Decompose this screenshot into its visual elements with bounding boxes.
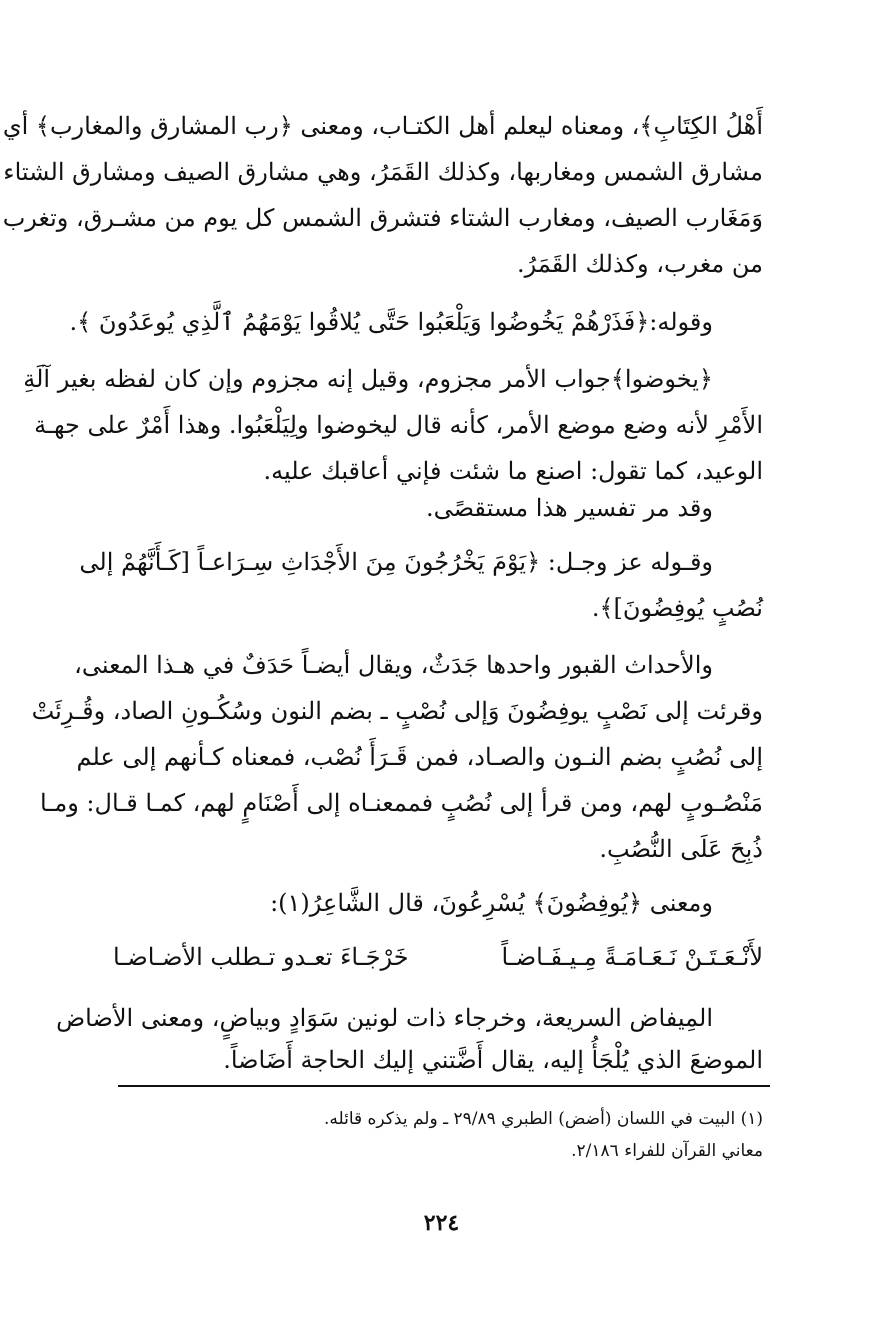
footnote-2: معاني القرآن للفراء ٢/١٨٦. bbox=[571, 1141, 763, 1161]
body-line-14: إلى نُصُبٍ بضم النـون والصـاد، فمن قَـرَأَ نُصْب، فمعناه كـأنهم إلى علم bbox=[76, 743, 763, 771]
body-line-7: الأَمْرِ لأنه وضع موضع الأمر، كأنه قال ليخوضوا ولِيَلْعَبُوا. وهذا أَمْرٌ على جهـة bbox=[34, 411, 763, 439]
verse-right-hemistich: لأَنْـعَـتَـنْ نَـعَـامَـةً مِـيـفَـاضـاً bbox=[501, 943, 763, 971]
body-line-18: المِيفاض السريعة، وخرجاء ذات لونين سَوَادٍ وبياضٍ، ومعنى الأضاض bbox=[56, 1004, 713, 1032]
body-line-4: من مغرب، وكذلك القَمَرُ. bbox=[516, 250, 763, 278]
body-line-1: أَهْلُ الكِتَابِ﴾، ومعناه ليعلم أهل الكتـاب، ومعنى ﴿رب المشارق والمغارب﴾ أي bbox=[2, 112, 763, 140]
body-line-11: نُصُبٍ يُوفِضُونَ]﴾. bbox=[591, 594, 763, 622]
page-number: ٢٢٤ bbox=[423, 1210, 460, 1236]
body-line-15: مَنْصُـوبٍ لهم، ومن قرأ إلى نُصُبٍ فممعنـاه إلى أَصْنَامٍ لهم، كمـا قـال: ومـا bbox=[40, 789, 763, 817]
footnote-1: (١) البيت في اللسان (أضض) الطبري ٢٩/٨٩ ـ ولم يذكره قائله. bbox=[323, 1109, 763, 1129]
body-line-2: مشارق الشمس ومغاربها، وكذلك القَمَرُ، وهي مشارق الصيف ومشارق الشتاء bbox=[3, 158, 763, 186]
body-line-12: والأحداث القبور واحدها جَدَثٌ، ويقال أيضـاً حَدَفٌ في هـذا المعنى، bbox=[74, 651, 713, 679]
body-line-16: ذُبِحَ عَلَى النُّصُبِ. bbox=[599, 835, 763, 863]
body-line-10: وقـوله عز وجـل: ﴿يَوْمَ يَخْرُجُونَ مِنَ الأَجْدَاثِ سِـرَاعـاً [كَـأَنَّهُمْ إلى bbox=[79, 548, 713, 576]
verse-left-hemistich: خَرْجَـاءَ تعـدو تـطلب الأضـاضـا bbox=[113, 943, 409, 971]
body-line-19: الموضعَ الذي يُلْجَأُ إليه، يقال أَضَّتني إليك الحاجة أَضَاضاً. bbox=[223, 1046, 763, 1074]
body-line-3: وَمَغَارب الصيف، ومغارب الشتاء فتشرق الشمس كل يوم من مشـرق، وتغرب bbox=[2, 204, 763, 232]
footnote-separator bbox=[118, 1085, 770, 1087]
body-line-17: ومعنى ﴿يُوفِضُونَ﴾ يُسْرِعُونَ، قال الشَّاعِرُ(١): bbox=[270, 889, 713, 917]
body-line-13: وقرئت إلى نَصْبٍ يوفِضُونَ وَإلى نُصْبٍ ـ بضم النون وسُكُـونِ الصاد، وقُـرِئَتْ bbox=[31, 697, 763, 725]
body-line-6: ﴿يخوضوا﴾جواب الأمر مجزوم، وقيل إنه مجزوم وإن كان لفظه بغير آلَةِ bbox=[23, 365, 713, 393]
body-line-5: وقوله:﴿فَذَرْهُمْ يَخُوضُوا وَيَلْعَبُوا حَتَّى يُلاقُوا يَوْمَهُمُ ٱلَّذِي يُوعَدُونَ ﴾. bbox=[69, 308, 713, 336]
body-line-9: وقد مر تفسير هذا مستقصًى. bbox=[425, 494, 713, 522]
body-line-8: الوعيد، كما تقول: اصنع ما شئت فإني أعاقبك عليه. bbox=[263, 457, 763, 485]
